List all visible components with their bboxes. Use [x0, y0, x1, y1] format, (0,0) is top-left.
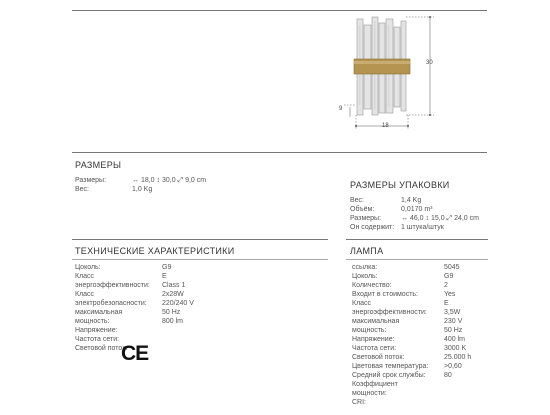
dimensions-title: РАЗМЕРЫ [75, 160, 122, 170]
ce-mark: CE [121, 342, 149, 365]
row-label: Входит в стоимость: [352, 291, 418, 298]
row-value: G9 [444, 273, 454, 280]
row-label: Световой поток: [352, 354, 405, 361]
row-value: Yes [444, 291, 456, 298]
row-label: мощности: [352, 390, 387, 397]
row-value: E [162, 273, 167, 280]
row-label: Вес: [350, 197, 365, 204]
row-label: Размеры: [350, 215, 382, 222]
row-label: Напряжение: [352, 336, 395, 343]
row-value: 5045 [444, 264, 460, 271]
row-label: Класс [75, 291, 95, 298]
row-value: E [444, 300, 449, 307]
row-value: 230 V [444, 318, 463, 325]
row-label: Частота сети: [352, 345, 397, 352]
row-label: Напряжение: [75, 327, 118, 334]
row-label: Цоколь: [75, 264, 101, 271]
row-value: ↔ 18,0 ↕ 30,0 ⤢ 9,0 cm [132, 177, 207, 184]
dimensions-table [75, 174, 325, 194]
row-value: 3,5W [444, 309, 461, 316]
row-label: энергоэффективности: [352, 309, 427, 316]
row-label: Световой поток: [75, 345, 128, 352]
row-label: Коэффициент [352, 381, 398, 388]
row-label: Вес: [75, 186, 90, 193]
wall-lamp-drawing [330, 15, 440, 135]
row-value: 0,0170 m³ [401, 206, 433, 213]
packaging-table [350, 194, 540, 234]
tech-title: ТЕХНИЧЕСКИЕ ХАРАКТЕРИСТИКИ [75, 246, 235, 256]
row-value: 50 Hz [162, 309, 181, 316]
row-value: G9 [162, 264, 172, 271]
row-label: максимальная [352, 318, 400, 325]
row-value: ↔ 46,0 ↕ 15,0 ⤢ 24,0 cm [401, 215, 479, 222]
row-label: Объём: [350, 206, 375, 213]
row-label: Класс [75, 273, 95, 280]
row-value: 80 [444, 372, 452, 379]
lamp-title: ЛАМПА [350, 246, 384, 256]
row-value: 800 lm [162, 318, 184, 325]
row-value: Class 1 [162, 282, 186, 289]
height-dimension-label: 30 [426, 60, 433, 66]
width-dimension-label: 18 [382, 123, 389, 129]
row-value: 25.000 h [444, 354, 472, 361]
row-value: 1,0 Kg [132, 186, 153, 193]
row-label: электробезопасности: [75, 300, 147, 307]
row-label: мощность: [75, 318, 110, 325]
row-label: Средний срок службы: [352, 372, 426, 379]
row-value: 220/240 V [162, 300, 194, 307]
row-label: Частота сети: [75, 336, 120, 343]
row-label: мощность: [352, 327, 387, 334]
drawing-divider [72, 152, 487, 153]
row-value: 1 штука/штук [401, 224, 444, 231]
row-label: Он содержит: [350, 224, 395, 231]
tech-title-underline [72, 259, 328, 260]
row-label: Размеры: [75, 177, 107, 184]
row-value: 400 lm [444, 336, 466, 343]
lamp-table [352, 263, 542, 409]
row-value: 2x28W [162, 291, 184, 298]
row-label: Цоколь: [352, 273, 378, 280]
depth-dimension-label: 9 [339, 106, 343, 112]
row-value: 2 [444, 282, 448, 289]
row-label: Цветовая температура: [352, 363, 429, 370]
row-label: Количество: [352, 282, 392, 289]
tech-table [75, 263, 325, 363]
row-value: 3000 K [444, 345, 467, 352]
row-value: 50 Hz [444, 327, 463, 334]
row-value: >0,60 [444, 363, 462, 370]
specs-divider-left [72, 239, 328, 240]
row-label: энергоэффективности: [75, 282, 150, 289]
row-label: Класс [352, 300, 372, 307]
row-value: 1,4 Kg [401, 197, 422, 204]
row-label: ссылка: [352, 264, 378, 271]
lamp-title-underline [346, 259, 488, 260]
specs-divider-right [346, 239, 488, 240]
packaging-title: РАЗМЕРЫ УПАКОВКИ [350, 180, 450, 190]
top-divider [72, 10, 487, 11]
row-label: CRI: [352, 399, 366, 406]
row-label: максимальная [75, 309, 123, 316]
